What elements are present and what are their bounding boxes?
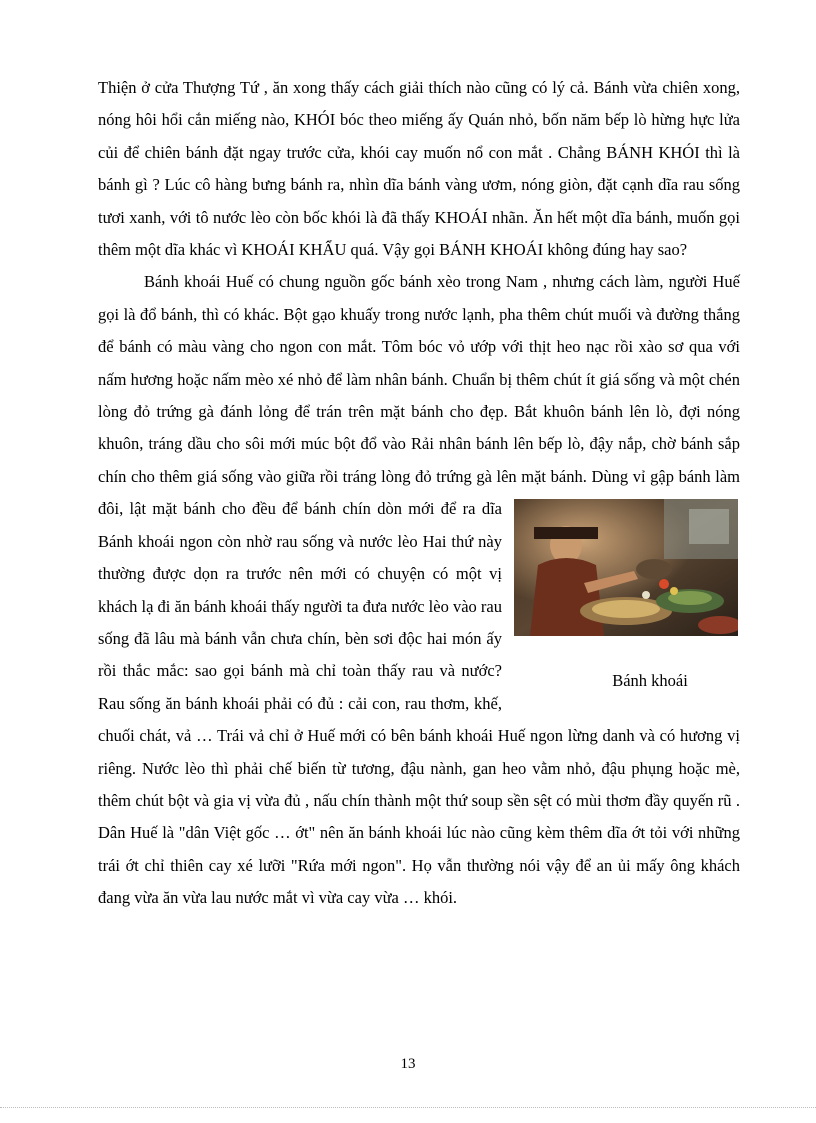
page-number: 13 bbox=[400, 1056, 416, 1072]
paragraph-2: Bánh khoái Huế có chung nguồn gốc bánh xèo trong Nam , nhưng cách làm, người Huế gọi là đổ bánh, thì có khác. Bột gạo khuấy trong nước lạnh, pha thêm chút muối và đường thắng để bánh có màu vàng cho ngon con mắt. Tôm bóc vỏ ướp với thịt heo nạc rồi xào sơ qua với nấm hương hoặc nấm mèo xé nhỏ để làm nhân bánh. Chuẩn bị thêm chút ít giá sống và một chén lòng đỏ trứng gà đánh lỏng để trán trên mặt bánh cho đẹp. Bắt khuôn bánh lên lò, đợi nóng khuôn, tráng dầu cho sôi mới múc bột đổ vào Rải nhân bánh lên bếp lò, đậy nắp, chờ bánh sắp chín cho thêm giá sống vào giữa rồi tráng lòng đỏ trứng gà lên mặt bánh. Bánh khoái Dùng vỉ gập bánh làm đôi, lật mặt bánh cho đều để bánh chín dòn mới để ra dĩa Bánh khoái ngon còn nhờ rau sống và nước lèo Hai thứ này thường được dọn ra trước nên mới có chuyện có một vị khách lạ đi ăn bánh khoái thấy người ta đưa nước lèo vào rau sống đã lâu mà bánh vẫn chưa chín, bèn sơi độc hai món ấy rồi thắc mắc: sao gọi bánh mà chỉ toàn thấy rau và nước? Rau sống ăn bánh khoái phải có đủ : cải con, rau thơm, khế, chuối chát, vả … Trái vả chỉ ở Huế mới có bên bánh khoái Huế ngon lừng danh và có hương vị riêng. Nước lèo thì phải chế biến từ tương, đậu nành, gan heo vằm nhỏ, đậu phụng hoặc mè, thêm chút bột và gia vị vừa đủ , nấu chín thành một thứ soup sền sệt có mùi thơm đầy quyến rũ . Dân Huế là "dân Việt gốc … ớt" nên ăn bánh khoái lúc nào cũng kèm thêm dĩa ớt tỏi với những trái ớt chỉ thiên cay xé lưỡi "Rứa mới ngon". Họ vẫn thường nói vậy để an ủi mấy ông khách đang vừa ăn vừa lau nước mắt vì vừa cay vừa … khói. bbox=[98, 272, 740, 908]
figure bbox=[514, 499, 740, 692]
page-bottom-border bbox=[0, 1107, 816, 1108]
banh-khoai-photo bbox=[514, 499, 738, 636]
paragraph-1: Thiện ở cửa Thượng Tứ , ăn xong thấy cách giải thích nào cũng có lý cả. Bánh vừa chiên xong, nóng hôi hổi cắn miếng nào, KHÓI bóc theo miếng ấy Quán nhỏ, bốn năm bếp lò hừng hực lửa củi để chiên bánh đặt ngay trước cửa, khói cay muốn nổ con mắt . Chẳng BÁNH KHÓI thì là bánh gì ? Lúc cô hàng bưng bánh ra, nhìn dĩa bánh vàng ươm, nóng giòn, đặt cạnh dĩa rau sống tươi xanh, với tô nước lèo còn bốc khói là đã thấy KHOÁI nhãn. Ăn hết một dĩa bánh, muốn gọi thêm một dĩa khác vì KHOÁI KHẨU quá. Vậy gọi BÁNH KHOÁI không đúng hay sao? bbox=[98, 78, 740, 260]
figure-caption: Bánh khoái bbox=[612, 671, 688, 691]
body-text bbox=[98, 72, 740, 915]
